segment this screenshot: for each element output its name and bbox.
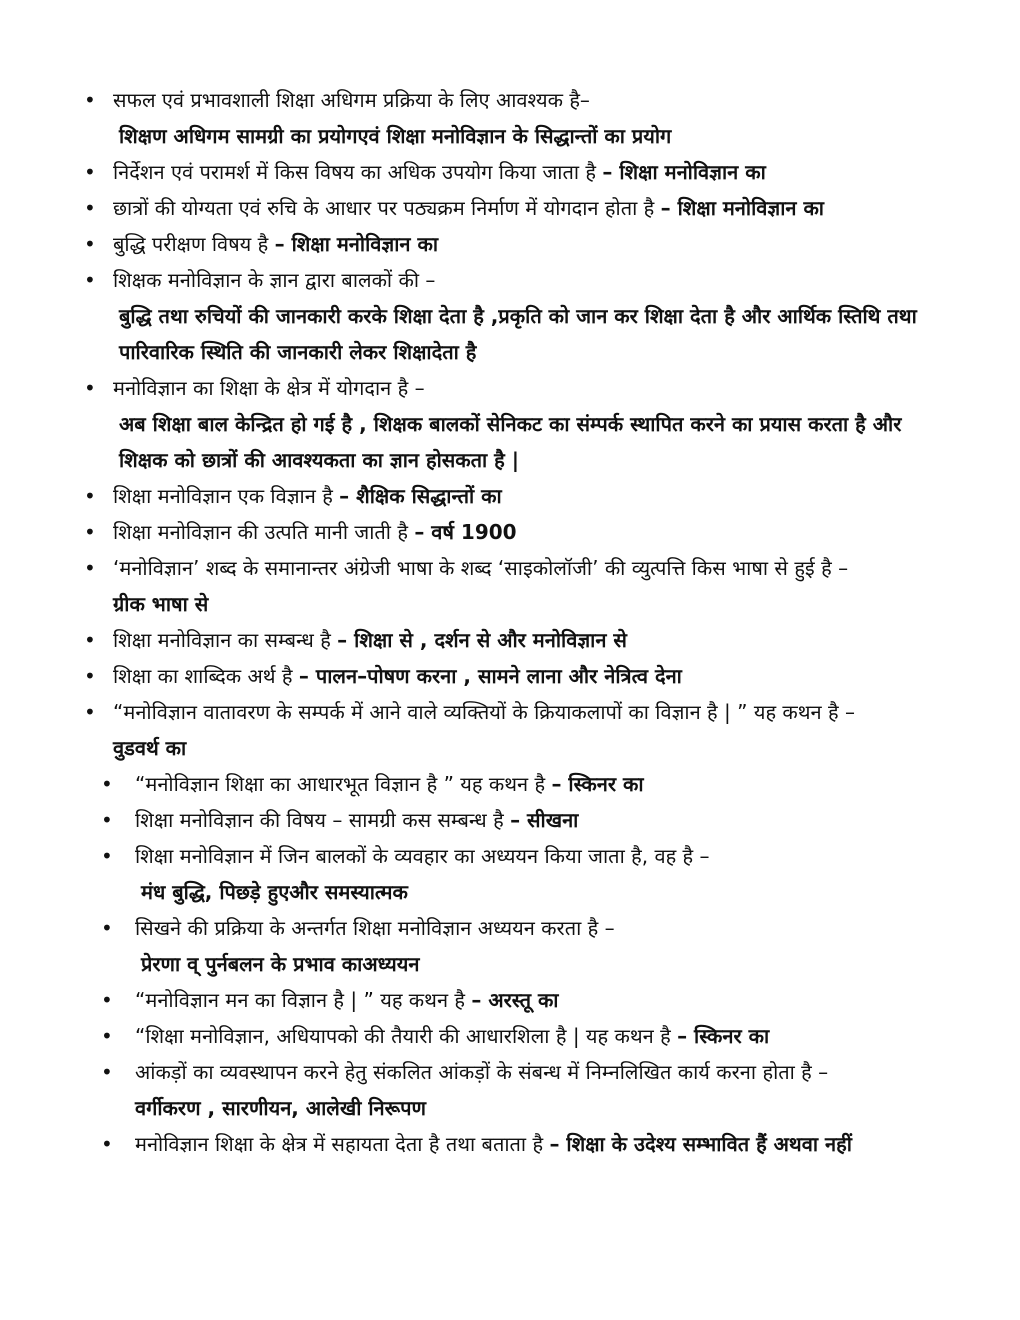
list-item <box>0 910 953 982</box>
bullet-icon: • <box>84 232 96 256</box>
bullet-icon: • <box>101 1132 113 1156</box>
list-item <box>0 262 953 370</box>
answer-text: – शिक्षा के उदेश्य सम्भावित हैं अथवा नहीं <box>549 1132 852 1156</box>
list-item <box>0 982 953 1018</box>
bullet-icon: • <box>84 484 96 508</box>
list-item <box>0 478 953 514</box>
bullet-icon: • <box>84 556 96 580</box>
question-text: शिक्षा मनोविज्ञान की विषय – सामग्री कस सम्बन्ध है <box>135 808 511 832</box>
answer-text: बुद्धि तथा रुचियों की जानकारी करके शिक्षा देता है ,प्रकृति को जान कर शिक्षा देता है और आर्थिक स्तिथि तथा पारिवारिक स्थिति की जानकारी लेकर शिक्षादेता है <box>119 304 917 364</box>
list-item <box>0 82 953 154</box>
list-item <box>0 1054 953 1126</box>
list-item <box>0 622 953 658</box>
answer-text: मंध बुद्धि, पिछड़े हुएऔर समस्यात्मक <box>141 880 408 904</box>
question-text: “शिक्षा मनोविज्ञान, अधियापको की तैयारी की आधारशिला है | यह कथन है <box>135 1024 678 1048</box>
list-item <box>0 226 953 262</box>
bullet-icon: • <box>84 88 96 112</box>
question-text: शिक्षा का शाब्दिक अर्थ है <box>113 664 299 688</box>
answer-text: – शिक्षा मनोविज्ञान का <box>274 232 438 256</box>
list-item <box>0 1018 953 1054</box>
bullet-icon: • <box>101 844 113 868</box>
list-item <box>0 838 953 910</box>
bullet-icon: • <box>101 988 113 1012</box>
answer-text: शिक्षण अधिगम सामग्री का प्रयोगएवं शिक्षा मनोविज्ञान के सिद्धान्तों का प्रयोग <box>119 124 672 148</box>
question-text: सफल एवं प्रभावशाली शिक्षा अधिगम प्रक्रिया के लिए आवश्यक है– <box>113 88 590 112</box>
question-text: छात्रों की योग्यता एवं रुचि के आधार पर पठ्यक्रम निर्माण में योगदान होता है <box>113 196 661 220</box>
question-text: मनोविज्ञान का शिक्षा के क्षेत्र में योगदान है – <box>113 376 425 400</box>
answer-text: – पालन–पोषण करना , सामने लाना और नेत्रित्व देना <box>298 664 682 688</box>
list-item <box>0 550 953 622</box>
question-text: सिखने की प्रक्रिया के अन्तर्गत शिक्षा मनोविज्ञान अध्ययन करता है – <box>135 916 615 940</box>
answer-text: – वर्ष 1900 <box>414 520 517 544</box>
answer-text: – सीखना <box>510 808 579 832</box>
question-text: निर्देशन एवं परामर्श में किस विषय का अधिक उपयोग किया जाता है <box>113 160 603 184</box>
bullet-icon: • <box>84 520 96 544</box>
answer-text: – स्किनर का <box>677 1024 770 1048</box>
bullet-icon: • <box>84 268 96 292</box>
document-body <box>0 82 1020 1162</box>
answer-text: ग्रीक भाषा से <box>113 592 209 616</box>
question-text: शिक्षा मनोविज्ञान एक विज्ञान है <box>113 484 340 508</box>
answer-text: वर्गीकरण , सारणीयन, आलेखी निरूपण <box>135 1096 427 1120</box>
question-text: शिक्षा मनोविज्ञान में जिन बालकों के व्यवहार का अध्ययन किया जाता है, वह है – <box>135 844 710 868</box>
answer-text: वुडवर्थ का <box>113 736 187 760</box>
question-text: “मनोविज्ञान वातावरण के सम्पर्क में आने वाले व्यक्तियों के क्रियाकलापों का विज्ञान है | ” यह कथन है – <box>113 700 855 724</box>
question-text: ‘मनोविज्ञान’ शब्द के समानान्तर अंग्रेजी भाषा के शब्द ‘साइकोलॉजी’ की व्युत्पत्ति किस भाषा से हुई है – <box>113 556 849 580</box>
bullet-icon: • <box>101 1024 113 1048</box>
bullet-icon: • <box>84 628 96 652</box>
answer-text: – स्किनर का <box>551 772 644 796</box>
bullet-icon: • <box>84 664 96 688</box>
list-item <box>0 766 953 802</box>
list-item <box>0 1126 953 1162</box>
list-item <box>0 370 953 478</box>
bullet-icon: • <box>84 376 96 400</box>
question-text: “मनोविज्ञान शिक्षा का आधारभूत विज्ञान है ” यह कथन है <box>135 772 552 796</box>
bullet-icon: • <box>84 700 96 724</box>
answer-text: – शिक्षा मनोविज्ञान का <box>602 160 766 184</box>
question-text: शिक्षक मनोविज्ञान के ज्ञान द्वारा बालकों की – <box>113 268 436 292</box>
answer-text: – शिक्षा से , दर्शन से और मनोविज्ञान से <box>337 628 627 652</box>
list-item <box>0 802 953 838</box>
list-item <box>0 190 953 226</box>
bullet-icon: • <box>101 772 113 796</box>
question-text: बुद्धि परीक्षण विषय है <box>113 232 275 256</box>
question-text: शिक्षा मनोविज्ञान की उत्पति मानी जाती है <box>113 520 415 544</box>
question-text: शिक्षा मनोविज्ञान का सम्बन्ध है <box>113 628 338 652</box>
bullet-icon: • <box>84 160 96 184</box>
list-item <box>0 694 953 766</box>
question-text: आंकड़ों का व्यवस्थापन करने हेतु संकलित आंकड़ों के संबन्ध में निम्नलिखित कार्य करना होता है – <box>135 1060 829 1084</box>
answer-text: – शिक्षा मनोविज्ञान का <box>660 196 824 220</box>
answer-text: – अरस्तू का <box>471 988 559 1012</box>
answer-text: अब शिक्षा बाल केन्द्रित हो गई है , शिक्षक बालकों सेनिकट का संम्पर्क स्थापित करने का प्रयास करता है और शिक्षक को छात्रों की आवश्यकता का ज्ञान होसकता है | <box>119 412 902 472</box>
bullet-icon: • <box>84 196 96 220</box>
bullet-icon: • <box>101 808 113 832</box>
answer-text: प्रेरणा व् पुर्नबलन के प्रभाव काअध्ययन <box>141 952 420 976</box>
list-item <box>0 514 953 550</box>
question-text: मनोविज्ञान शिक्षा के क्षेत्र में सहायता देता है तथा बताता है <box>135 1132 550 1156</box>
answer-text: – शैक्षिक सिद्धान्तों का <box>339 484 502 508</box>
bullet-icon: • <box>101 916 113 940</box>
bullet-icon: • <box>101 1060 113 1084</box>
question-text: “मनोविज्ञान मन का विज्ञान है | ” यह कथन है <box>135 988 472 1012</box>
list-item <box>0 658 953 694</box>
list-item <box>0 154 953 190</box>
